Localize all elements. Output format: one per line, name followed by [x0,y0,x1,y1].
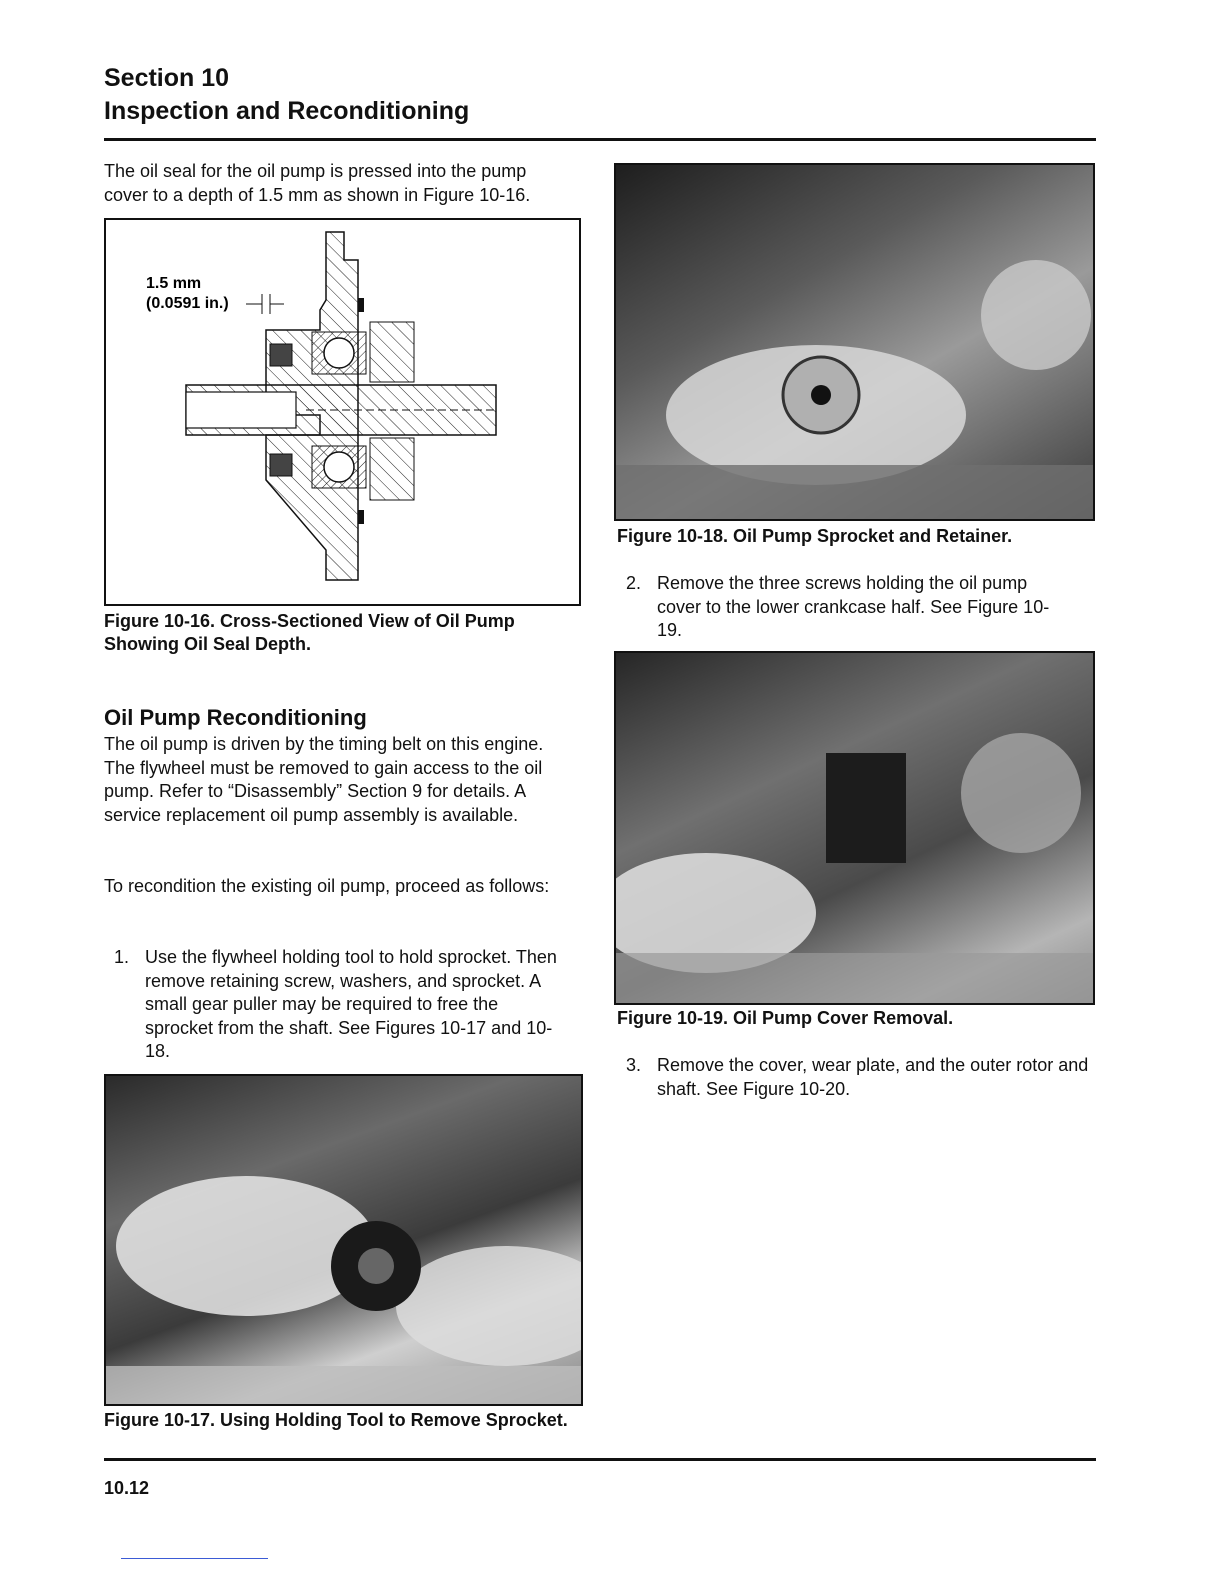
footer-rule [104,1458,1096,1461]
subsection-heading: Oil Pump Reconditioning [104,705,367,730]
figure-10-18-photo [614,163,1095,521]
oil-pump-cross-section [106,220,579,604]
section-number: Section 10 [104,64,230,92]
figure-10-19-photo [614,651,1095,1005]
figure-10-17-photo [104,1074,583,1406]
recond-paragraph-2: To recondition the existing oil pump, proceed as follows: [104,876,550,896]
sprocket-photo-illustration [616,165,1093,519]
page-number: 10.12 [104,1478,150,1498]
holding-tool-photo-illustration [106,1076,581,1404]
intro-paragraph: The oil seal for the oil pump is pressed into the pump cover to a depth of 1.5 mm as shown in Figure 10-16. [104,161,531,205]
dim-label-mm: 1.5 mm [146,275,202,292]
section-header [104,62,469,128]
step-2 [626,572,1091,647]
step-number: 2. [626,573,642,593]
figure-10-16-diagram [104,218,581,606]
figure-10-19-caption: Figure 10-19. Oil Pump Cover Removal. [617,1008,954,1028]
step-1 [114,946,574,1066]
step-text: Remove the cover, wear plate, and the outer rotor and shaft. See Figure 10-20. [657,1055,1089,1099]
figure-10-17-caption: Figure 10-17. Using Holding Tool to Remove Sprocket. [104,1410,568,1430]
dim-label-in: (0.0591 in.) [146,295,229,312]
step-text: Remove the three screws holding the oil pump cover to the lower crankcase half. See Figure 10-19. [657,573,1050,640]
header-rule [104,138,1096,141]
step-number: 3. [626,1055,642,1075]
recond-paragraph-1: The oil pump is driven by the timing belt on this engine. The flywheel must be removed to gain access to the oil pump. Refer to “Disassembly” Section 9 for details. A service replacement oil pump assembly is available. [104,734,544,825]
section-title: Inspection and Reconditioning [104,97,470,125]
cover-removal-photo-illustration [616,653,1093,1003]
figure-10-16-caption: Figure 10-16. Cross-Sectioned View of Oil Pump Showing Oil Seal Depth. [104,611,515,654]
step-3 [626,1054,1096,1104]
figure-10-18-caption: Figure 10-18. Oil Pump Sprocket and Retainer. [617,526,1013,546]
step-text: Use the flywheel holding tool to hold sprocket. Then remove retaining screw, washers, and sprocket. A small gear puller may be required to free the sprocket from the shaft. See Figures 10-17 and 10-18. [145,947,557,1061]
footer-link-underline [121,1558,268,1559]
step-number: 1. [114,947,130,967]
